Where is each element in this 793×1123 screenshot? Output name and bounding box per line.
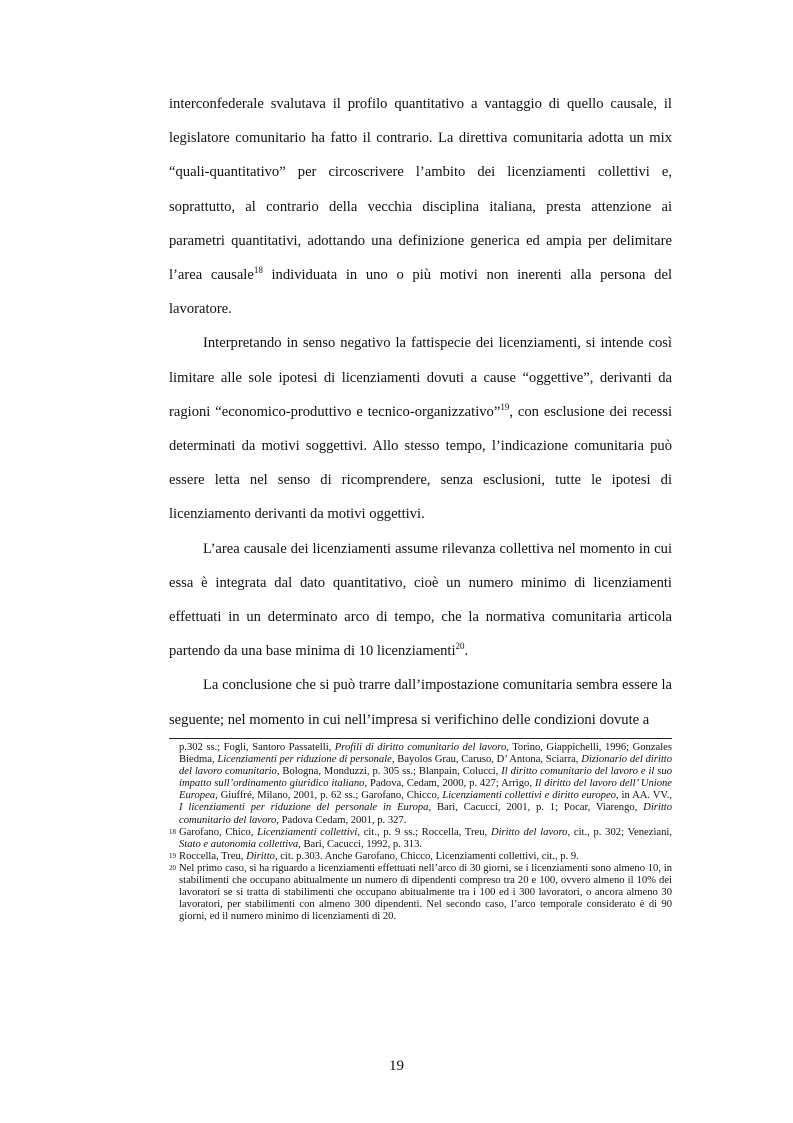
- text-run: Garofano, Chico,: [179, 826, 258, 838]
- text-run: La conclusione che si può trarre dall’impostazione comunitaria sembra essere la seguente; nel momento in cui nell’impresa si verifichino delle condizioni dovute a: [169, 677, 672, 728]
- italic-title: Licenziamenti per riduzione di personale: [217, 754, 392, 766]
- footnote-number: 20: [169, 863, 176, 872]
- text-run: Padova Cedam, 2001, p. 327.: [278, 814, 407, 826]
- footnote-reference: 19: [500, 401, 510, 412]
- footnote-reference: 20: [455, 641, 465, 652]
- italic-title: Il diritto comunitario del lavoro e il suo impatto sull’ordinamento giuridico italiano: [179, 766, 673, 790]
- italic-title: Dizionario del diritto del lavoro comunitario: [179, 754, 673, 778]
- italic-title: Profili di diritto comunitario del lavoro: [334, 742, 507, 753]
- footnote: [169, 863, 672, 923]
- text-run: p.302 ss.; Fogli, Santoro Passatelli,: [179, 742, 335, 753]
- text-run: , in AA. VV.,: [615, 790, 672, 802]
- text-run: , Padova, Cedam, 2000, p. 427; Arrigo,: [364, 778, 535, 790]
- text-run: Nel primo caso, si ha riguardo a licenziamenti effettuati nell’arco di 30 giorni, se i licenziamenti sono almeno 10, in stabilimenti che occupano abitualmente un numero di dipendenti compreso tra 20 e 100, ovvero almeno il 10% dei lavoratori se si tratta di stabilimenti che occupano abitualmente tra i 100 ed i 300 lavoratori, o ancora almeno 30 lavoratori, per stabilimenti con almeno 300 dipendenti. Nel secondo caso, l’arco temporale considerato è di 90 giorni, ed il numero minimo di licenziamenti di 20.: [179, 862, 672, 923]
- italic-title: Diritto comunitario del lavoro,: [179, 802, 673, 826]
- italic-title: I licenziamenti per riduzione del personale in Europa: [179, 802, 429, 814]
- body-paragraph: [169, 668, 672, 736]
- italic-title: Licenziamenti collettivi e diritto europeo: [442, 790, 616, 802]
- body-paragraph: [169, 532, 672, 669]
- body-text: [169, 87, 672, 737]
- text-run: , con esclusione dei recessi determinati da motivi soggettivi. Allo stesso tempo, l’indicazione comunitaria può essere letta nel senso di ricomprendere, senza esclusioni, tutte le ipotesi di licenziamento derivanti da motivi oggettivi.: [169, 403, 672, 523]
- footnote: [169, 742, 672, 827]
- text-run: , cit. p.303. Anche Garofano, Chicco, Licenziamenti collettivi, cit., p. 9.: [274, 850, 579, 862]
- text-run: Interpretando in senso negativo la fattispecie dei licenziamenti, si intende così limitare alle sole ipotesi di licenziamenti dovuti a cause “oggettive”, derivanti da ragioni “economico-produttivo e tecnico-organizzativo”: [169, 335, 672, 420]
- footnote-number: 18: [169, 827, 176, 836]
- text-run: interconfederale svalutava il profilo quantitativo a vantaggio di quello causale, il legislatore comunitario ha fatto il contrario. La direttiva comunitaria adotta un mix “quali-quantitativo” per circoscrivere l’ambito dei licenziamenti collettivi e, soprattutto, al contrario della vecchia disciplina italiana, presta attenzione ai parametri quantitativi, adottando una definizione generica ed ampia per delimitare l’area causale: [169, 96, 672, 284]
- body-paragraph: [169, 87, 672, 326]
- text-run: Giuffré, Milano, 2001, p. 62 ss.; Garofano, Chicco,: [217, 790, 443, 802]
- italic-title: Diritto del lavoro: [490, 826, 568, 838]
- text-run: Roccella, Treu,: [179, 850, 247, 862]
- text-run: L’area causale dei licenziamenti assume rilevanza collettiva nel momento in cui essa è integrata dal dato quantitativo, cioè un numero minimo di licenziamenti effettuati in un determinato arco di tempo, che la normativa comunitaria articola partendo da una base minima di 10 licenziamenti: [169, 540, 672, 660]
- footnote-number: 19: [169, 851, 176, 860]
- text-run: , cit., p. 302; Veneziani,: [567, 826, 672, 838]
- footnote-separator: [169, 738, 672, 739]
- footnote: [169, 851, 672, 863]
- text-run: individuata in uno o più motivi non inerenti alla persona del lavoratore.: [169, 267, 672, 318]
- text-run: , Bari, Cacucci, 2001, p. 1; Pocar, Viarengo,: [428, 802, 644, 814]
- footnote-reference: 18: [253, 265, 263, 276]
- italic-title: Il diritto del lavoro dell’ Unione Europea,: [179, 778, 673, 802]
- body-paragraph: [169, 326, 672, 531]
- text-run: , cit., p. 9 ss.; Roccella, Treu,: [357, 826, 491, 838]
- italic-title: Stato e autonomia collettiva: [179, 838, 299, 850]
- text-run: , Bologna, Monduzzi, p. 305 ss.; Blanpain, Colucci,: [276, 766, 502, 778]
- text-run: , Bari, Cacucci, 1992, p. 313.: [298, 838, 423, 850]
- italic-title: Diritto: [246, 850, 275, 862]
- text-run: .: [464, 643, 469, 660]
- footnote: [169, 827, 672, 851]
- footnotes: [169, 742, 672, 923]
- text-run: , Bayolos Grau, Caruso, D’ Antona, Sciarra,: [391, 754, 582, 766]
- italic-title: Licenziamenti collettivi: [257, 826, 358, 838]
- text-run: , Torino, Giappichelli, 1996; Gonzales Biedma,: [179, 742, 672, 766]
- page-number: 19: [389, 1058, 404, 1074]
